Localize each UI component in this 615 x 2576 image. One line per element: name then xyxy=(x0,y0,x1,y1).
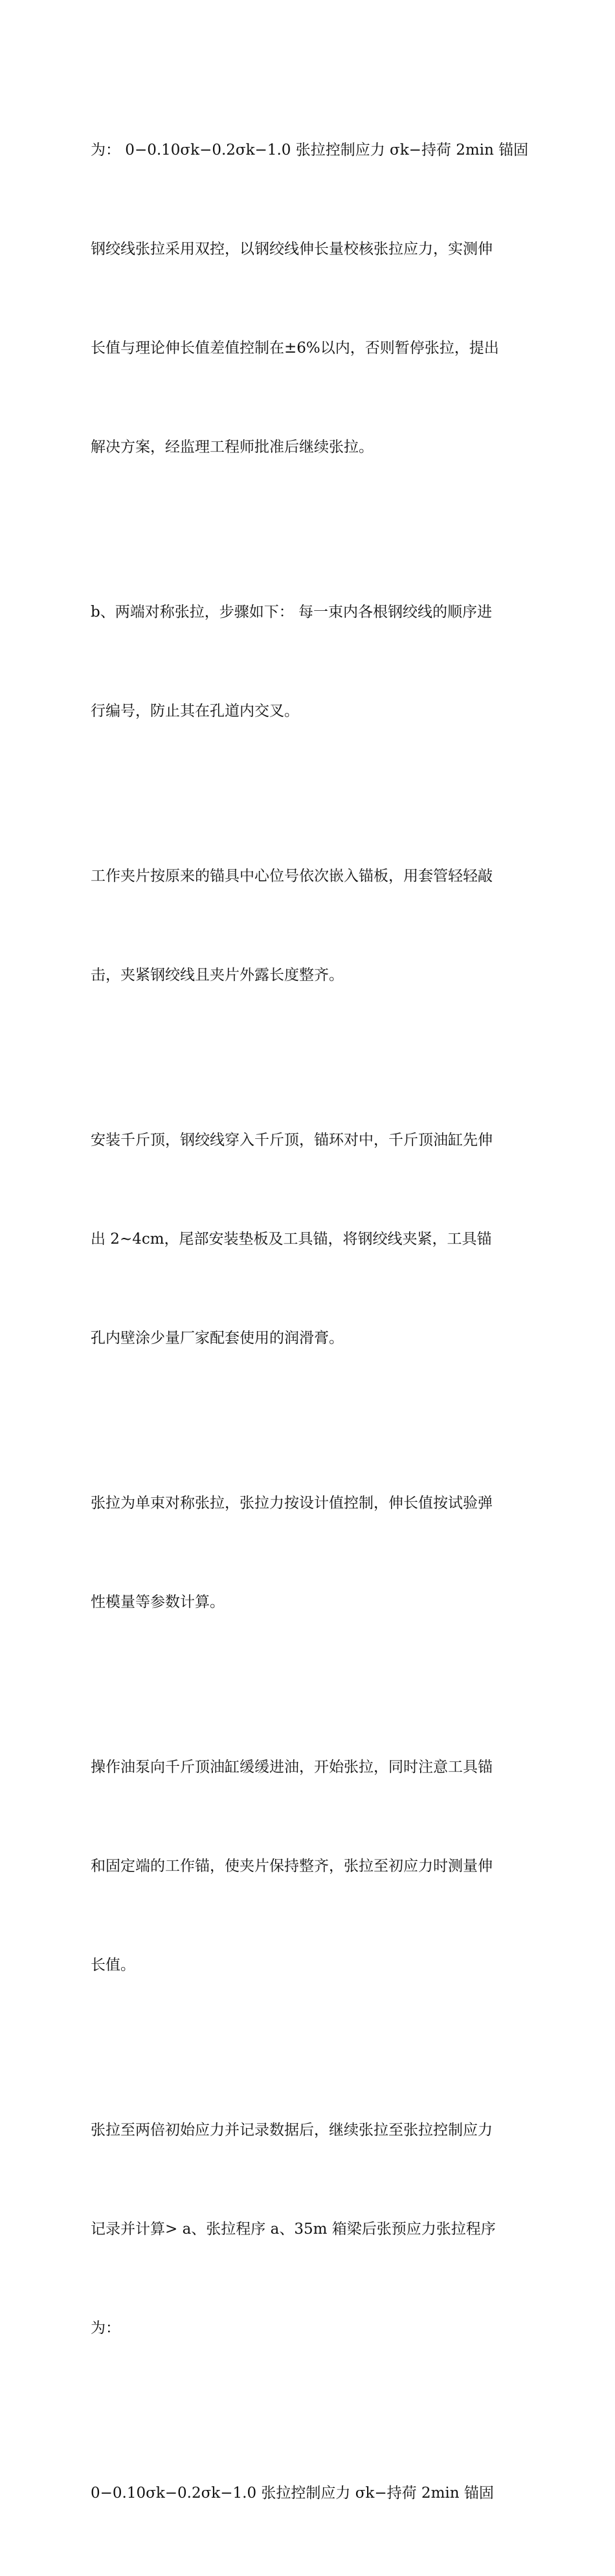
paragraph-4 xyxy=(91,1058,531,1421)
text-line: 为： xyxy=(91,2320,120,2337)
text-line: b、两端对称张拉，步骤如下： 每一束内各根钢绞线的顺序进 xyxy=(91,604,493,621)
paragraph-3 xyxy=(91,794,531,1058)
paragraph-2 xyxy=(91,530,531,794)
text-line: 长值与理论伸长值差值控制在±6%以内，否则暂停张拉，提出 xyxy=(91,340,499,357)
paragraph-5 xyxy=(91,1421,531,1685)
document-body xyxy=(91,68,531,2576)
text-line: 张拉至两倍初始应力并记录数据后，继续张拉至张拉控制应力 xyxy=(91,2122,493,2139)
text-line: 钢绞线张拉采用双控，以钢绞线伸长量校核张拉应力，实测伸 xyxy=(91,241,493,258)
paragraph-1 xyxy=(91,68,531,530)
text-line: 击，夹紧钢绞线且夹片外露长度整齐。 xyxy=(91,967,344,984)
text-line: 操作油泵向千斤顶油缸缓缓进油，开始张拉，同时注意工具锚 xyxy=(91,1759,493,1776)
text-line: 长值。 xyxy=(91,1957,135,1974)
text-line: 孔内壁涂少量厂家配套使用的润滑膏。 xyxy=(91,1330,344,1347)
paragraph-8 xyxy=(91,2411,531,2576)
text-line: 记录并计算> a、张拉程序 a、35m 箱梁后张预应力张拉程序 xyxy=(91,2221,496,2238)
paragraph-6 xyxy=(91,1685,531,2048)
text-line: 性模量等参数计算。 xyxy=(91,1594,225,1611)
paragraph-7 xyxy=(91,2048,531,2411)
text-line: 为： 0−0.10σk−0.2σk−1.0 张拉控制应力 σk−持荷 2min 锚固 xyxy=(91,142,529,159)
text-line: 安装千斤顶，钢绞线穿入千斤顶，锚环对中，千斤顶油缸先伸 xyxy=(91,1132,493,1149)
text-line: 和固定端的工作锚，使夹片保持整齐，张拉至初应力时测量伸 xyxy=(91,1858,493,1875)
text-line: 0−0.10σk−0.2σk−1.0 张拉控制应力 σk−持荷 2min 锚固 xyxy=(91,2485,494,2502)
text-line: 张拉为单束对称张拉，张拉力按设计值控制，伸长值按试验弹 xyxy=(91,1495,493,1512)
text-line: 解决方案，经监理工程师批准后继续张拉。 xyxy=(91,439,374,456)
text-line: 行编号，防止其在孔道内交叉。 xyxy=(91,703,299,720)
text-line: 工作夹片按原来的锚具中心位号依次嵌入锚板，用套管轻轻敲 xyxy=(91,868,493,885)
text-line: 出 2~4cm，尾部安装垫板及工具锚，将钢绞线夹紧，工具锚 xyxy=(91,1231,492,1248)
